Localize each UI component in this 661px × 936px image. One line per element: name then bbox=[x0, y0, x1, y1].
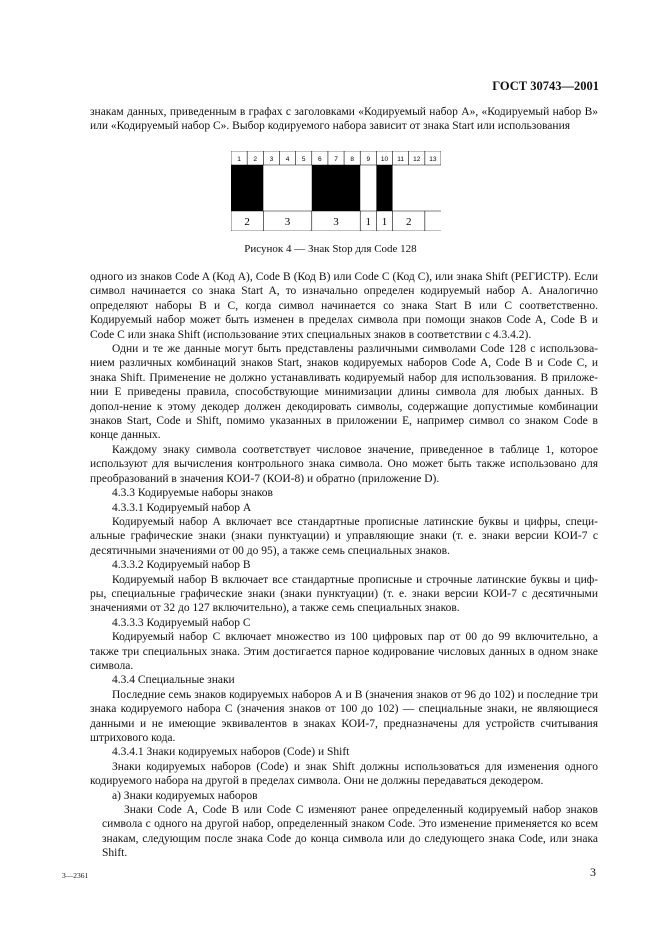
module-number: 1 bbox=[237, 156, 241, 163]
paragraph: Кодируемый набор В включает все стандартные прописные и строчные латинские буквы и циф-ры, специальные графические знаки (знаки пунктуации) (т. е. знаки версии КОИ-7 с десятичными значениями от 32 до 127 включительно), а также семь специальных знаков. bbox=[90, 573, 598, 615]
print-code: 3—2361 bbox=[62, 871, 89, 880]
intro-text: знакам данных, приведенным в графах с заголовками «Кодируемый набор А», «Кодируемый набор В» или «Кодируемый набор С». Выбор кодируемого набора зависит от знака Start или использования bbox=[90, 106, 598, 133]
module-number: 8 bbox=[350, 156, 354, 163]
list-heading: а) Знаки кодируемых наборов bbox=[112, 789, 258, 802]
paragraph: Знаки Code А, Code В или Code С изменяют ранее определенный кодируемый набор знаков символа с одного на другой набор, определенный знаком Code. Это изменение применяется ко всем знакам, следующим после знака Code до конца символа или до следующего знака Code, или знака Shift. bbox=[102, 804, 598, 860]
intro-paragraph bbox=[90, 105, 598, 134]
module-number: 11 bbox=[397, 156, 404, 163]
module-number: 3 bbox=[269, 156, 274, 163]
paragraph: Кодируемый набор А включает все стандартные прописные латинские буквы и цифры, специ-альные графические знаки (знаки пунктуации) и управляющие знаки (т. е. знаки версии КОИ-7 с десятичными значениями от 00 до 95), а также семь специальных знаков. bbox=[90, 515, 598, 557]
page-number: 3 bbox=[590, 865, 596, 879]
module-number: 2 bbox=[253, 156, 258, 163]
section-heading: 4.3.4.1 Знаки кодируемых наборов (Code) и Shift bbox=[112, 746, 350, 759]
paragraph: Одни и те же данные могут быть представлены различными символами Code 128 с использова-нием различных комбинаций знаков Start, знаков кодируемых наборов Code A, Code В и Code С, и знака Shift. Применение не должно устанавливать кодируемый набор для использования. В приложе-нии Е приведены правила, способствующие минимизации длины символа для любых данных. В допол-нение к этому декодер должен декодировать символы, содержащие допустимые комбинации знаков Start, Code и Shift, помимо указанных в приложении Е, например символ со знаком Code в конце данных. bbox=[90, 343, 598, 442]
module-number: 10 bbox=[380, 156, 389, 163]
element-width: 2 bbox=[405, 216, 412, 228]
element-width: 1 bbox=[365, 216, 372, 228]
bar bbox=[312, 165, 360, 211]
module-number: 6 bbox=[318, 156, 322, 163]
section-heading: 4.3.4 Специальные знаки bbox=[112, 674, 235, 687]
bar bbox=[231, 165, 263, 211]
element-width: 3 bbox=[284, 216, 291, 228]
stop-character-figure bbox=[231, 151, 441, 231]
main-body bbox=[90, 270, 598, 861]
module-number: 9 bbox=[366, 156, 371, 163]
paragraph: Знаки кодируемых наборов (Code) и знак Shift должны использоваться для изменения одного кодируемого набора на другой в пределах символа. Они не должны передаваться декодером. bbox=[90, 760, 598, 788]
module-number: 4 bbox=[285, 156, 290, 163]
section-heading: 4.3.3.3 Кодируемый набор С bbox=[112, 616, 251, 629]
bar bbox=[376, 165, 392, 211]
module-number: 5 bbox=[301, 156, 306, 163]
paragraph: Кодируемый набор С включает множество из 100 цифровых пар от 00 до 99 включительно, а также три специальных знака. Этим достигается парное кодирование числовых данных в одном знаке символа. bbox=[90, 631, 598, 672]
element-width: 1 bbox=[381, 216, 388, 228]
module-number: 7 bbox=[334, 156, 338, 163]
module-number: 13 bbox=[429, 156, 437, 163]
paragraph: Последние семь знаков кодируемых наборов А и В (значения знаков от 96 до 102) и последние три знака кодируемого набора С (значения знаков от 100 до 102) — специальные знаки, не являющиеся данными и не имеющие эквивалентов в знаках КОИ-7, предназначены для устройств считывания штрихового кода. bbox=[90, 688, 598, 744]
paragraph: одного из знаков Code A (Код А), Code В (Код В) или Code С (Код С), или знака Shift (РЕГИСТР). Если символ начинается со знака Start A, то изначально определен кодируемый набор А. Аналогично определяют наборы В и С, когда символ начинается со знака Start В или С соответственно. Кодируемый набор может быть изменен в пределах символа при помощи знаков Code A, Code В и Code С или знака Shift (использование этих специальных знаков в соответствии с 4.3.4.2). bbox=[90, 271, 598, 341]
section-heading: 4.3.3.2 Кодируемый набор В bbox=[112, 559, 251, 572]
module-number: 12 bbox=[413, 156, 421, 163]
section-heading: 4.3.3 Кодируемые наборы знаков bbox=[112, 487, 273, 500]
section-heading: 4.3.3.1 Кодируемый набор А bbox=[112, 501, 252, 514]
document-header: ГОСТ 30743—2001 bbox=[492, 79, 599, 93]
element-width: 3 bbox=[333, 216, 339, 228]
paragraph: Каждому знаку символа соответствует числовое значение, приведенное в таблице 1, которое используют для вычисления контрольного знака символа. Оно может быть также использовано для преобразований в значения КОИ-7 (КОИ-8) и обратно (приложение D). bbox=[90, 443, 598, 485]
element-width: 2 bbox=[244, 216, 250, 228]
figure-caption: Рисунок 4 — Знак Stop для Code 128 bbox=[244, 243, 417, 255]
